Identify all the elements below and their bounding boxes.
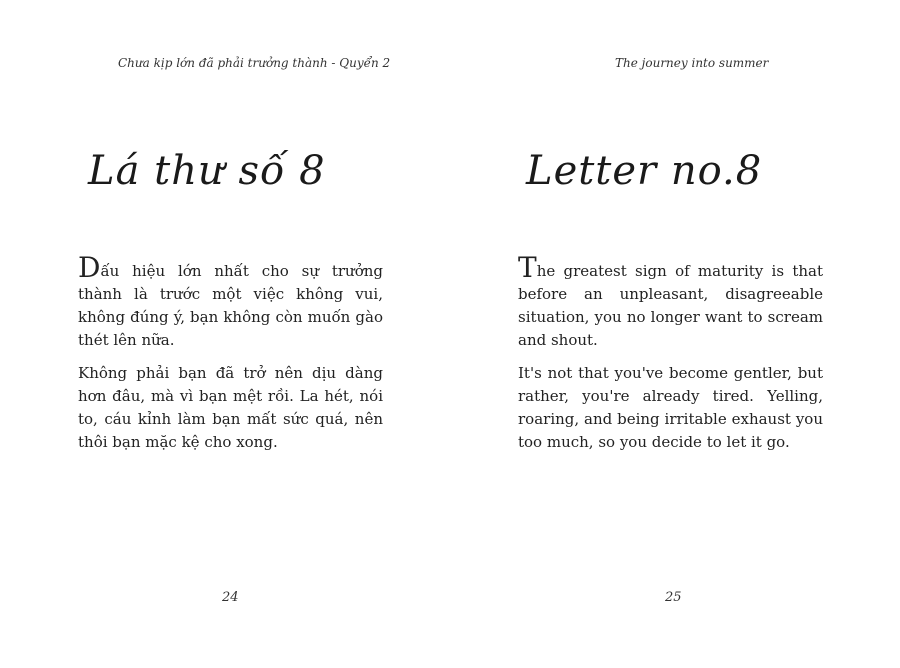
paragraph-2: Không phải bạn đã trở nên dịu dàng hơn đâu, mà vì bạn mệt rồi. La hét, nói to, cáu kỉnh làm bạn mất sức quá, nên thôi bạn mặc kệ cho xong. — [78, 364, 383, 451]
body-text — [78, 251, 383, 464]
page-number: 24 — [222, 590, 239, 605]
running-head: Chưa kịp lớn đã phải trưởng thành - Quyển 2 — [118, 56, 391, 70]
right-page — [450, 0, 900, 668]
drop-cap: D — [78, 251, 101, 284]
body-text — [518, 251, 823, 464]
page-number: 25 — [665, 590, 682, 605]
chapter-title: Letter no.8 — [526, 148, 763, 194]
paragraph-1 — [78, 251, 383, 352]
chapter-title: Lá thư số 8 — [88, 148, 326, 194]
paragraph-2: It's not that you've become gentler, but rather, you're already tired. Yelling, roaring, and being irritable exhaust you too much, so you decide to let it go. — [518, 364, 823, 451]
running-head: The journey into summer — [615, 56, 769, 70]
paragraph-text: ấu hiệu lớn nhất cho sự trưởng thành là trước một việc không vui, không đúng ý, bạn không còn muốn gào thét lên nữa. — [78, 262, 383, 349]
drop-cap: T — [518, 251, 537, 284]
paragraph-text: he greatest sign of maturity is that before an unpleasant, disagreeable situation, you no longer want to scream and shout. — [518, 262, 823, 349]
paragraph-1 — [518, 251, 823, 352]
